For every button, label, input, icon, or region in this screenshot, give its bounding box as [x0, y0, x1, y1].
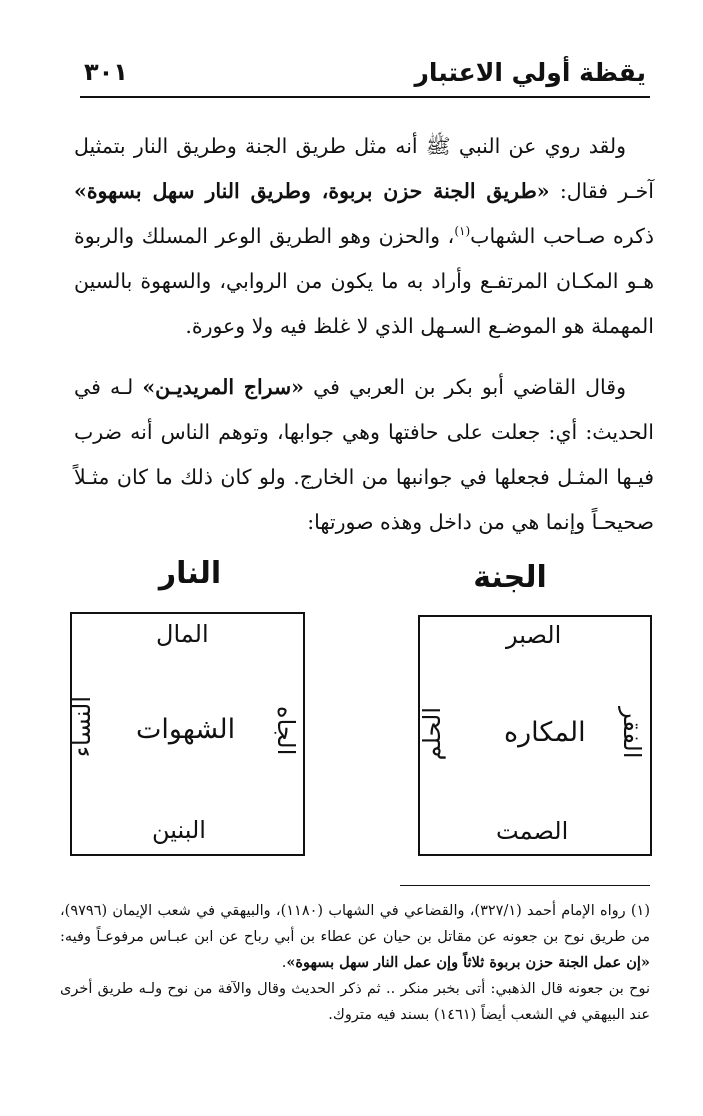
hadith-quote: «طريق الجنة حزن بربوة، وطريق النار سهل بسهوة» [74, 179, 550, 203]
nar-diagram-box [70, 612, 305, 856]
footnote-1-end: . [281, 955, 287, 971]
nar-top-label: المال [156, 620, 209, 648]
book-title: «سراج المريديـن» [142, 375, 304, 399]
footnote-marker: (١) [454, 224, 471, 239]
paragraph-2-rest: لـه في الحديث: أي: جعلت على حافتها وهي جوابها، وتوهم الناس أنه ضرب فيـها المثـل فجعلها في جوانبها من الخارج. ولو كان ذلك ما كان مثـلاً صحيحـاً وإنما هي من داخل وهذه صورتها: [74, 375, 654, 534]
footnote-1-text: (١) رواه الإمام أحمد (٣٢٧/١)، والقضاعي في الشهاب (١١٨٠)، والبيهقي في شعب الإيمان (٩٧٩٦)، من طريق نوح بن جعونه عن مقاتل بن حيان عن عطاء بن أبي رباح عن ابن عبـاس مرفوعـاً وفيه: [60, 903, 650, 945]
paragraph-1-rest: ، والحزن وهو الطريق الوعر المسلك والربوة هـو المكـان المرتفـع وأراد به ما يكون من الروابي، والسهوة بالسين المهملة هو الموضـع السـهل الذي لا غلظ فيه ولا وعورة. [74, 224, 654, 338]
janna-top-label: الصبر [506, 621, 562, 649]
footnote-1-quote: «إن عمل الجنة حزن بربوة ثلاثاً وإن عمل النار سهل بسهوة» [286, 954, 650, 971]
footnote-1-commentary: نوح بن جعونه قال الذهبي: أتى بخبر منكر .. ثم ذكر الحديث وقال والآفة من نوح ولـه طريق أخرى عند البيهقي في الشعب أيضاً (١٤٦١) بسند فيه متروك. [60, 981, 650, 1023]
footnotes [60, 898, 650, 1028]
nar-left-label: النساء [68, 696, 96, 758]
nar-title: النار [158, 556, 222, 591]
janna-left-label: الحلم [418, 707, 446, 761]
paragraph-1-intro: ولقد روي عن النبي ﷺ أنه مثل طريق الجنة وطريق النار بتمثيل آخـر فقال: [74, 134, 654, 203]
janna-title: الجنة [473, 560, 547, 595]
paragraph-2-intro: وقال القاضي أبو بكر بن العربي في [303, 375, 626, 399]
running-title: يقظة أولي الاعتبار [414, 58, 646, 87]
janna-bottom-label: الصمت [496, 817, 569, 845]
nar-right-label: الجاه [272, 706, 300, 756]
page-header [80, 52, 650, 98]
nar-center-label: الشهوات [136, 714, 236, 745]
paragraph-2 [74, 365, 654, 545]
footnote-divider [400, 885, 650, 886]
paragraph-1-source: ذكره صـاحب الشهاب [470, 224, 654, 248]
page-number: ٣٠١ [84, 58, 128, 86]
nar-bottom-label: البنين [152, 816, 206, 844]
paragraph-1 [74, 124, 654, 349]
janna-diagram-box [418, 615, 652, 856]
janna-right-label: الفقر [618, 707, 646, 759]
janna-center-label: المكاره [504, 717, 586, 748]
